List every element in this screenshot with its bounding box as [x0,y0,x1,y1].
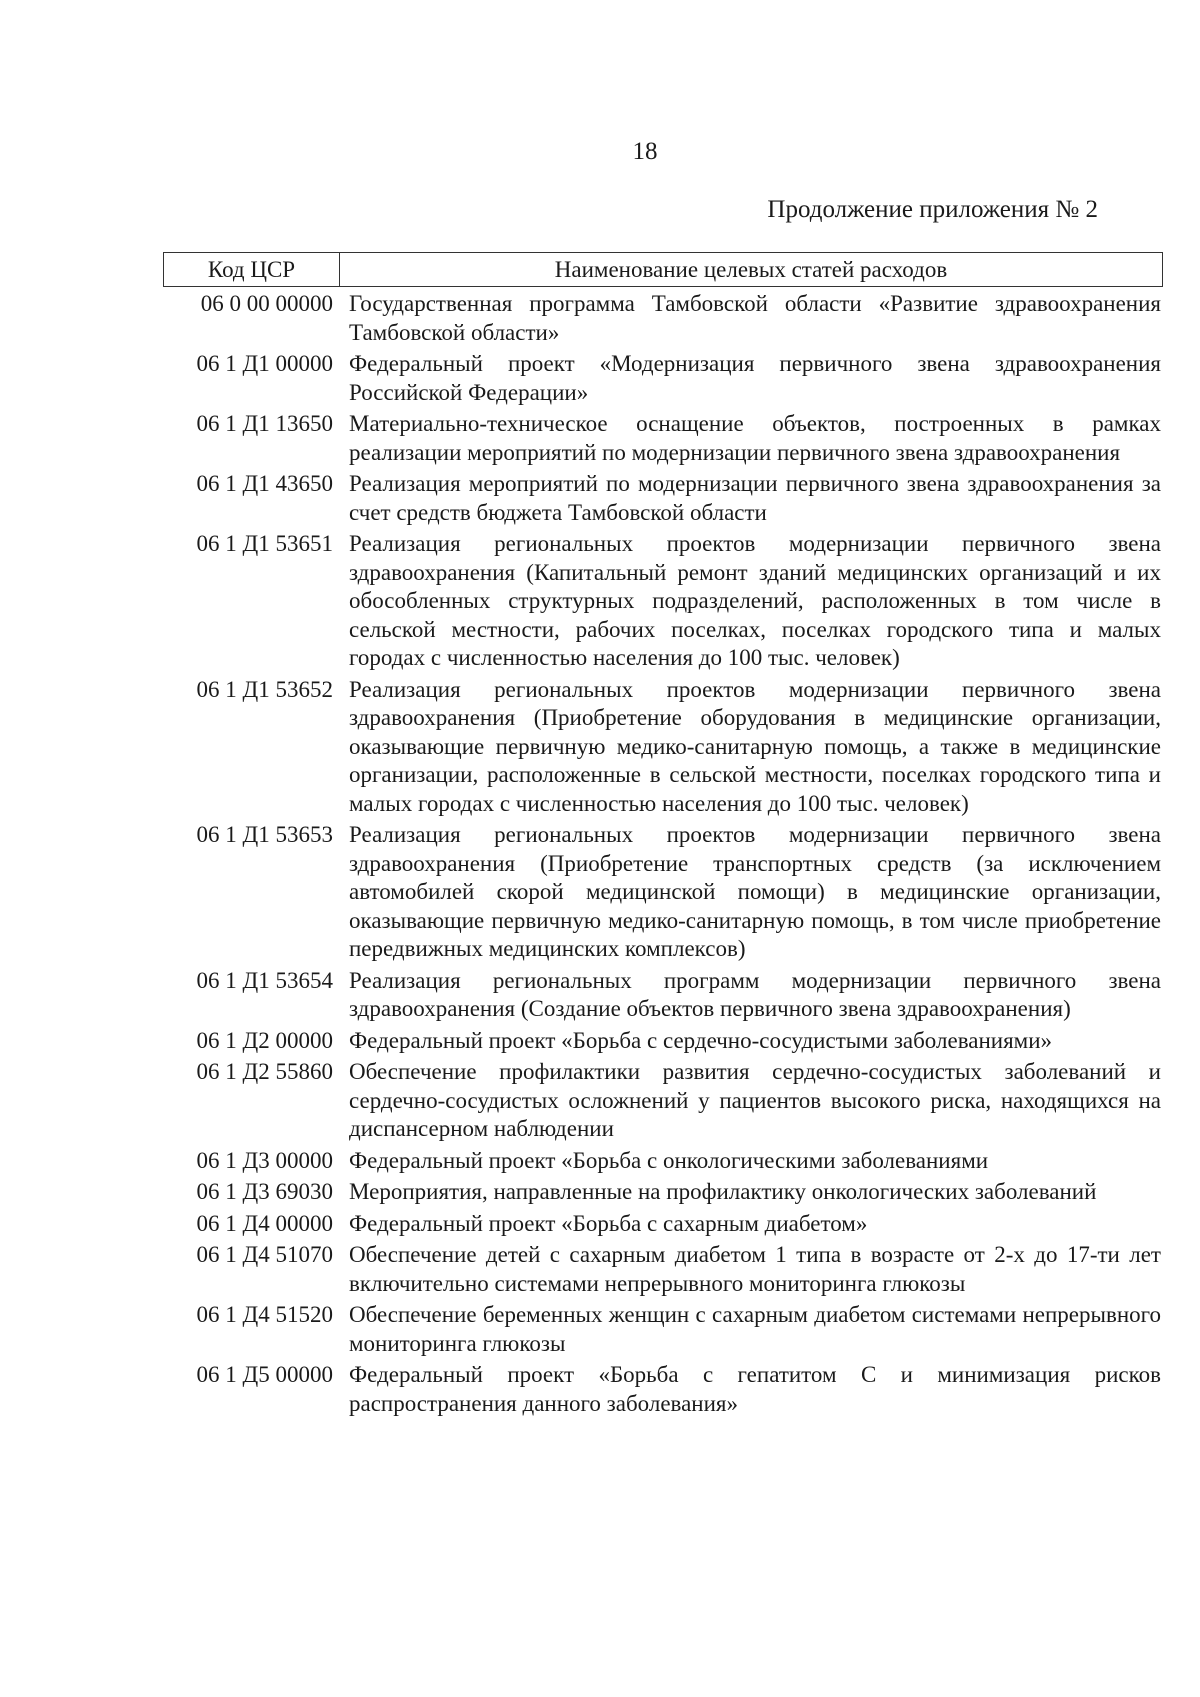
row-name: Федеральный проект «Борьба с сердечно-сосудистыми заболеваниями» [349,1027,1053,1053]
table-row [163,821,1163,964]
row-name: Федеральный проект «Борьба с онкологическими заболеваниями [349,1147,989,1173]
table-row [163,290,1163,347]
row-code: 06 1 Д3 00000 [196,1147,333,1173]
table-row [163,1147,1163,1176]
page-number: 18 [632,138,658,165]
header-code: Код ЦСР [164,253,340,286]
row-code: 06 0 00 00000 [200,291,333,316]
table-row [163,1058,1163,1144]
table-row [163,1361,1163,1418]
row-name: Государственная программа Тамбовской области «Развитие здравоохранения Тамбовской области» [349,291,1161,345]
budget-codes-table [163,252,1163,1421]
row-name: Обеспечение профилактики развития сердечно-сосудистых заболеваний и сердечно-сосудистых осложнений у пациентов высокого риска, находящихся на диспансерном наблюдении [349,1059,1161,1141]
row-code: 06 1 Д4 51070 [196,1242,333,1267]
row-name: Материально-техническое оснащение объектов, построенных в рамках реализации мероприятий по модернизации первичного звена здравоохранения [349,411,1161,465]
table-row [163,676,1163,819]
header-name: Наименование целевых статей расходов [554,257,948,282]
table-header [163,252,1163,287]
row-name: Федеральный проект «Борьба с гепатитом С и минимизация рисков распространения данного заболевания» [349,1362,1161,1416]
row-code: 06 1 Д4 00000 [196,1210,333,1236]
table-row [163,1301,1163,1358]
table-row [163,350,1163,407]
row-code: 06 1 Д1 13650 [196,411,333,436]
table-row [163,967,1163,1024]
row-name: Федеральный проект «Борьба с сахарным диабетом» [349,1210,868,1236]
appendix-continuation-heading: Продолжение приложения № 2 [767,196,1098,223]
row-name: Мероприятия, направленные на профилактику онкологических заболеваний [349,1179,1097,1204]
table-row [163,530,1163,673]
row-code: 06 1 Д5 00000 [196,1362,333,1387]
row-code: 06 1 Д2 00000 [196,1027,333,1053]
row-name: Обеспечение детей с сахарным диабетом 1 типа в возрасте от 2-х до 17-ти лет включительно системами непрерывного мониторинга глюкозы [349,1242,1161,1296]
row-name: Федеральный проект «Модернизация первичного звена здравоохранения Российской Федерации» [349,351,1161,405]
row-code: 06 1 Д1 53653 [196,822,333,847]
row-code: 06 1 Д1 00000 [196,351,333,376]
row-code: 06 1 Д3 69030 [196,1179,333,1204]
row-name: Обеспечение беременных женщин с сахарным диабетом системами непрерывного мониторинга глюкозы [349,1302,1161,1356]
row-name: Реализация региональных проектов модернизации первичного звена здравоохранения (Капитальный ремонт зданий медицинских организаций и их обособленных структурных подразделений, расположенных в том числе в сельской местности, рабочих поселках, поселках городского типа и малых городах с численностью населения до 100 тыс. человек) [349,531,1161,670]
row-name: Реализация мероприятий по модернизации первичного звена здравоохранения за счет средств бюджета Тамбовской области [349,471,1161,525]
table-row [163,1027,1163,1056]
table-row [163,1178,1163,1207]
table-row [163,470,1163,527]
row-code: 06 1 Д2 55860 [196,1059,333,1084]
table-row [163,1241,1163,1298]
row-code: 06 1 Д4 51520 [196,1302,333,1327]
row-name: Реализация региональных проектов модернизации первичного звена здравоохранения (Приобретение транспортных средств (за исключением автомобилей скорой медицинской помощи) в медицинские организации, оказывающие первичную медико-санитарную помощь, в том числе приобретение передвижных медицинских комплексов) [349,822,1161,961]
row-code: 06 1 Д1 43650 [196,471,333,496]
row-code: 06 1 Д1 53652 [196,676,333,702]
row-code: 06 1 Д1 53651 [196,531,333,556]
row-name: Реализация региональных программ модернизации первичного звена здравоохранения (Создание объектов первичного звена здравоохранения) [349,967,1161,1021]
row-code: 06 1 Д1 53654 [196,967,333,993]
row-name: Реализация региональных проектов модернизации первичного звена здравоохранения (Приобретение оборудования в медицинские организации, оказывающие первичную медико-санитарную помощь, а также в медицинские организации, расположенные в сельской местности, поселках городского типа и малых городах с численностью населения до 100 тыс. человек) [349,676,1161,816]
table-row [163,1210,1163,1239]
table-row [163,410,1163,467]
table-body [163,290,1163,1418]
